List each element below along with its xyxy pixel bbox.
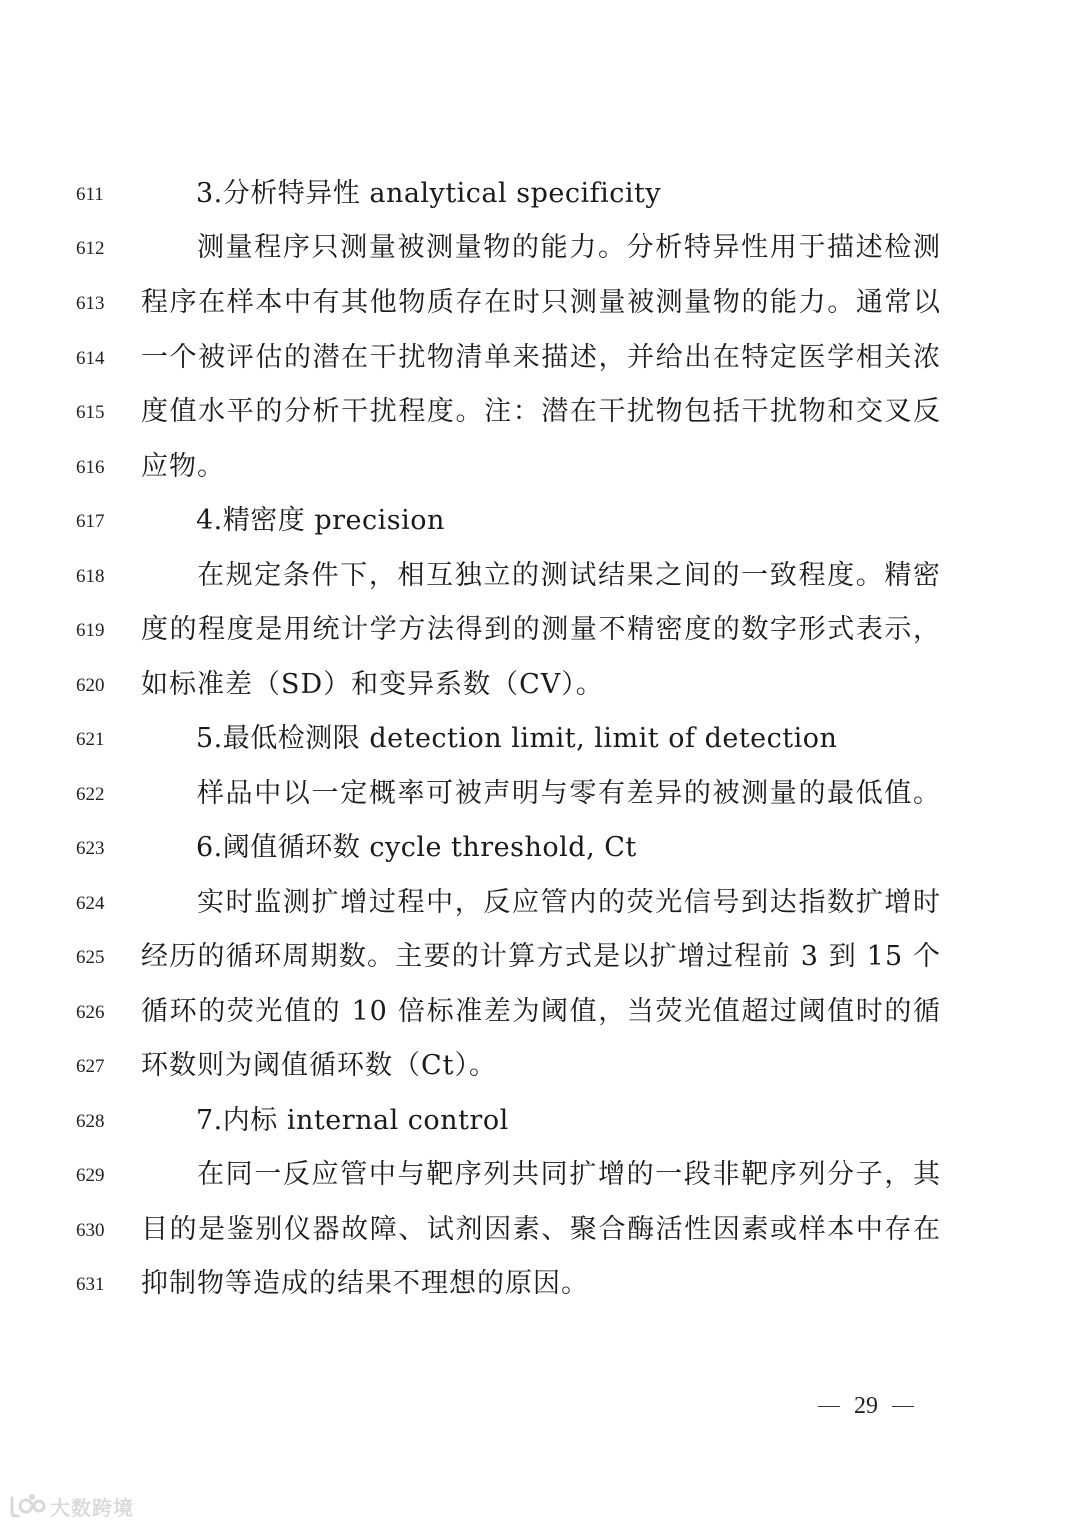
text-line-622 [0, 774, 1080, 814]
line-number: 621 [76, 729, 105, 750]
line-number: 622 [76, 784, 105, 805]
line-number: 619 [76, 620, 105, 641]
line-number: 629 [76, 1165, 105, 1186]
line-number: 611 [76, 184, 104, 205]
line-number: 631 [76, 1274, 105, 1295]
text-line-626 [0, 992, 1080, 1032]
line-number: 612 [76, 238, 105, 259]
section-heading-detection-limit: 5.最低检测限 detection limit, limit of detection [196, 723, 838, 754]
text-line-612 [0, 228, 1080, 268]
paragraph-line: 环数则为阈值循环数（Ct）。 [141, 1050, 498, 1081]
text-line-628 [0, 1101, 1080, 1141]
paragraph-line: 度值水平的分析干扰程度。注：潜在干扰物包括干扰物和交叉反 [141, 396, 941, 427]
text-line-630 [0, 1210, 1080, 1250]
line-number: 630 [76, 1220, 105, 1241]
page-footer [818, 1388, 914, 1424]
paragraph-line: 循环的荧光值的 10 倍标准差为阈值，当荧光值超过阈值时的循 [141, 996, 941, 1027]
text-line-617 [0, 501, 1080, 541]
line-number: 628 [76, 1111, 105, 1132]
text-line-631 [0, 1264, 1080, 1304]
line-number: 627 [76, 1056, 105, 1077]
section-heading-precision: 4.精密度 precision [196, 505, 445, 536]
text-line-620 [0, 665, 1080, 705]
paragraph-line: 经历的循环周期数。主要的计算方式是以扩增过程前 3 到 15 个 [141, 941, 941, 972]
text-line-627 [0, 1046, 1080, 1086]
line-number: 620 [76, 675, 105, 696]
watermark-text: 大数跨境 [50, 1495, 134, 1520]
paragraph-line: 目的是鉴别仪器故障、试剂因素、聚合酶活性因素或样本中存在 [141, 1214, 941, 1245]
watermark-logo-icon [8, 1492, 46, 1520]
text-line-619 [0, 610, 1080, 650]
watermark [8, 1490, 134, 1522]
line-number: 618 [76, 566, 105, 587]
text-line-611 [0, 174, 1080, 214]
text-line-614 [0, 338, 1080, 378]
section-heading-cycle-threshold: 6.阈值循环数 cycle threshold, Ct [196, 832, 637, 863]
text-line-621 [0, 719, 1080, 759]
text-line-629 [0, 1155, 1080, 1195]
page-number: 29 [854, 1392, 878, 1419]
paragraph-line: 应物。 [141, 451, 225, 482]
section-heading-analytical-specificity: 3.分析特异性 analytical specificity [196, 178, 662, 209]
line-number: 615 [76, 402, 105, 423]
section-heading-internal-control: 7.内标 internal control [196, 1105, 509, 1136]
paragraph-line: 实时监测扩增过程中，反应管内的荧光信号到达指数扩增时 [197, 887, 941, 918]
line-number: 617 [76, 511, 105, 532]
text-line-624 [0, 883, 1080, 923]
paragraph-line: 在同一反应管中与靶序列共同扩增的一段非靶序列分子，其 [197, 1159, 941, 1190]
line-number: 624 [76, 893, 105, 914]
footer-dash-right [892, 1406, 914, 1407]
line-number: 616 [76, 457, 105, 478]
paragraph-line: 在规定条件下，相互独立的测试结果之间的一致程度。精密 [197, 560, 941, 591]
line-number: 623 [76, 838, 105, 859]
text-line-618 [0, 556, 1080, 596]
text-line-616 [0, 447, 1080, 487]
paragraph-line: 抑制物等造成的结果不理想的原因。 [141, 1268, 589, 1299]
text-line-615 [0, 392, 1080, 432]
text-line-613 [0, 283, 1080, 323]
paragraph-line: 度的程度是用统计学方法得到的测量不精密度的数字形式表示， [141, 614, 941, 645]
line-number: 626 [76, 1002, 105, 1023]
paragraph-line: 测量程序只测量被测量物的能力。分析特异性用于描述检测 [197, 232, 941, 263]
text-line-625 [0, 937, 1080, 977]
paragraph-line: 程序在样本中有其他物质存在时只测量被测量物的能力。通常以 [141, 287, 941, 318]
footer-dash-left [818, 1406, 840, 1407]
line-number: 625 [76, 947, 105, 968]
line-number: 614 [76, 348, 105, 369]
text-line-623 [0, 828, 1080, 868]
line-number: 613 [76, 293, 105, 314]
paragraph-line: 如标准差（SD）和变异系数（CV）。 [141, 669, 604, 700]
paragraph-line: 样品中以一定概率可被声明与零有差异的被测量的最低值。 [197, 778, 941, 809]
paragraph-line: 一个被评估的潜在干扰物清单来描述，并给出在特定医学相关浓 [141, 342, 941, 373]
